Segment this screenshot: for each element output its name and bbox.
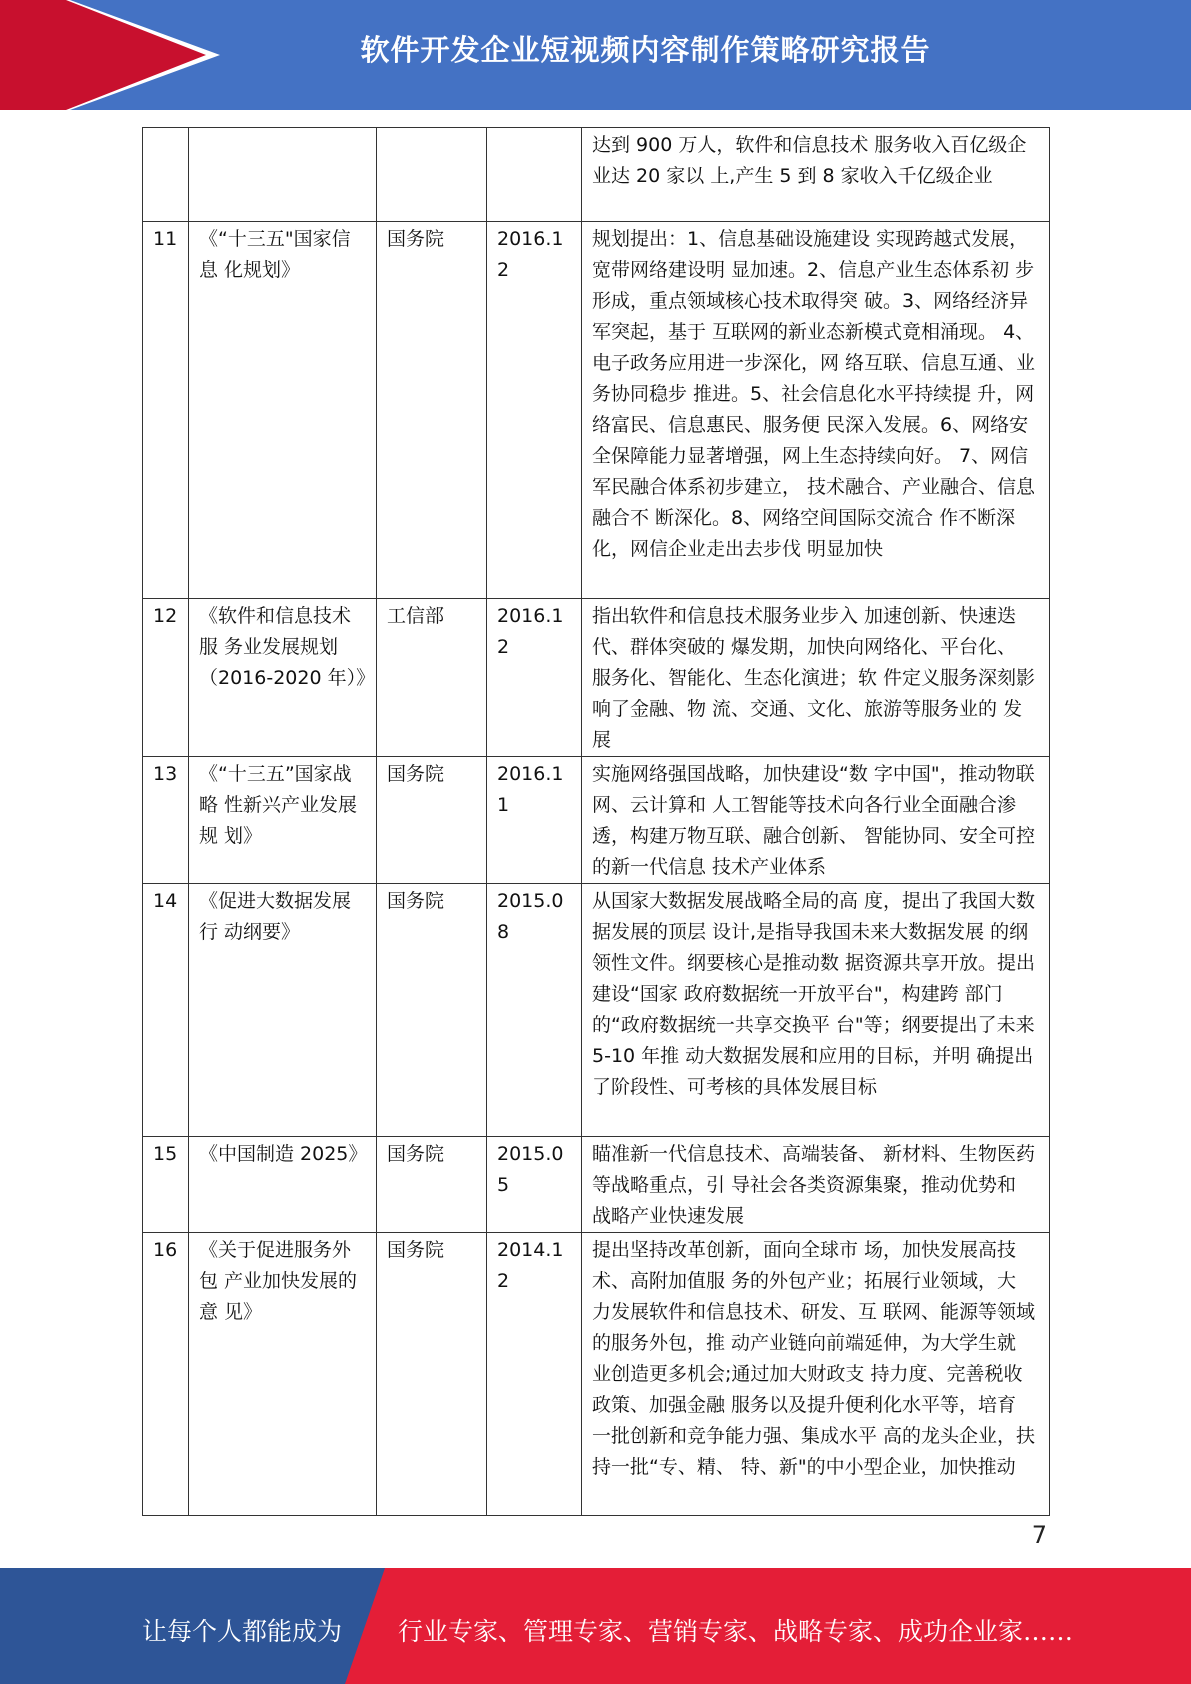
cell-number: 12 — [143, 599, 189, 757]
footer-slogan-left: 让每个人都能成为 — [142, 1617, 343, 1646]
header-chevron-red-fill — [0, 0, 66, 110]
page-header — [0, 0, 1191, 110]
cell-issuer: 工信部 — [377, 599, 487, 757]
cell-policy-name: 《中国制造 2025》 — [189, 1137, 377, 1233]
cell-policy-name: 《促进大数据发展行 动纲要》 — [189, 884, 377, 1137]
cell-content: 提出坚持改革创新，面向全球市 场，加快发展高技术、高附加值服 务的外包产业；拓展行业领域，大 力发展软件和信息技术、研发、互 联网、能源等领域的服务外包，推 动产业链向前端延伸，为大学生就 业创造更多机会;通过加大财政支 持力度、完善税收政策、加强金融 服务以及提升便利化水平等，培育 一批创新和竞争能力强、集成水平 高的龙头企业，扶持一批“专、精、 特、新"的中小型企业，加快推动 — [582, 1233, 1050, 1516]
cell-date: 2015.08 — [487, 884, 582, 1137]
cell-content: 指出软件和信息技术服务业步入 加速创新、快速迭代、群体突破的 爆发期，加快向网络化、平台化、 服务化、智能化、生态化演进；软 件定义服务深刻影响了金融、物 流、交通、文化、旅游等服务业的 发展 — [582, 599, 1050, 757]
cell-content: 瞄准新一代信息技术、高端装备、 新材料、生物医药等战略重点，引 导社会各类资源集聚，推动优势和 战略产业快速发展 — [582, 1137, 1050, 1233]
cell-date: 2016.12 — [487, 222, 582, 599]
page-footer — [0, 1568, 1191, 1684]
table-row — [143, 884, 1050, 1137]
table-row — [143, 757, 1050, 884]
cell-issuer: 国务院 — [377, 222, 487, 599]
cell-content: 实施网络强国战略，加快建设“数 字中国"，推动物联网、云计算和 人工智能等技术向各行业全面融合渗透，构建万物互联、融合创新、 智能协同、安全可控的新一代信息 技术产业体系 — [582, 757, 1050, 884]
table-row — [143, 128, 1050, 222]
cell-issuer: 国务院 — [377, 757, 487, 884]
policy-table — [142, 127, 1050, 1516]
cell-number: 14 — [143, 884, 189, 1137]
cell-issuer: 国务院 — [377, 1233, 487, 1516]
cell-content: 达到 900 万人，软件和信息技术 服务收入百亿级企业达 20 家以 上,产生 5 到 8 家收入千亿级企业 — [582, 128, 1050, 222]
cell-content: 规划提出：1、信息基础设施建设 实现跨越式发展，宽带网络建设明 显加速。2、信息产业生态体系初 步形成，重点领域核心技术取得突 破。3、网络经济异军突起，基于 互联网的新业态新模式竟相涌现。 4、电子政务应用进一步深化，网 络互联、信息互通、业务协同稳步 推进。5、社会信息化水平持续提 升，网络富民、信息惠民、服务便 民深入发展。6、网络安全保障能力显著增强，网上生态持续向好。 7、网信军民融合体系初步建立， 技术融合、产业融合、信息融合不 断深化。8、网络空间国际交流合 作不断深化，网信企业走出去步伐 明显加快 — [582, 222, 1050, 599]
cell-policy-name — [189, 128, 377, 222]
cell-policy-name: 《“十三五”国家战略 性新兴产业发展规 划》 — [189, 757, 377, 884]
cell-policy-name: 《软件和信息技术服 务业发展规划（2016-2020 年）》 — [189, 599, 377, 757]
cell-issuer — [377, 128, 487, 222]
table-row — [143, 599, 1050, 757]
cell-number — [143, 128, 189, 222]
cell-number: 11 — [143, 222, 189, 599]
cell-content: 从国家大数据发展战略全局的高 度，提出了我国大数据发展的顶层 设计,是指导我国未来大数据发展 的纲领性文件。纲要核心是推动数 据资源共享开放。提出建设“国家 政府数据统一开放平台"，构建跨 部门的“政府数据统一共享交换平 台"等；纲要提出了未来 5-10 年推 动大数据发展和应用的目标，并明 确提出了阶段性、可考核的具体发展目标 — [582, 884, 1050, 1137]
cell-policy-name: 《关于促进服务外包 产业加快发展的意 见》 — [189, 1233, 377, 1516]
cell-number: 16 — [143, 1233, 189, 1516]
cell-date: 2016.11 — [487, 757, 582, 884]
cell-date: 2016.12 — [487, 599, 582, 757]
table-row — [143, 1137, 1050, 1233]
cell-date: 2014.12 — [487, 1233, 582, 1516]
cell-date — [487, 128, 582, 222]
report-title: 软件开发企业短视频内容制作策略研究报告 — [360, 33, 931, 67]
footer-slogan-right: 行业专家、管理专家、营销专家、战略专家、成功企业家…… — [398, 1617, 1074, 1646]
cell-number: 13 — [143, 757, 189, 884]
cell-policy-name: 《“十三五"国家信息 化规划》 — [189, 222, 377, 599]
table-row — [143, 1233, 1050, 1516]
cell-number: 15 — [143, 1137, 189, 1233]
cell-issuer: 国务院 — [377, 1137, 487, 1233]
page-number: 7 — [1031, 1521, 1047, 1549]
table-row — [143, 222, 1050, 599]
cell-issuer: 国务院 — [377, 884, 487, 1137]
cell-date: 2015.05 — [487, 1137, 582, 1233]
